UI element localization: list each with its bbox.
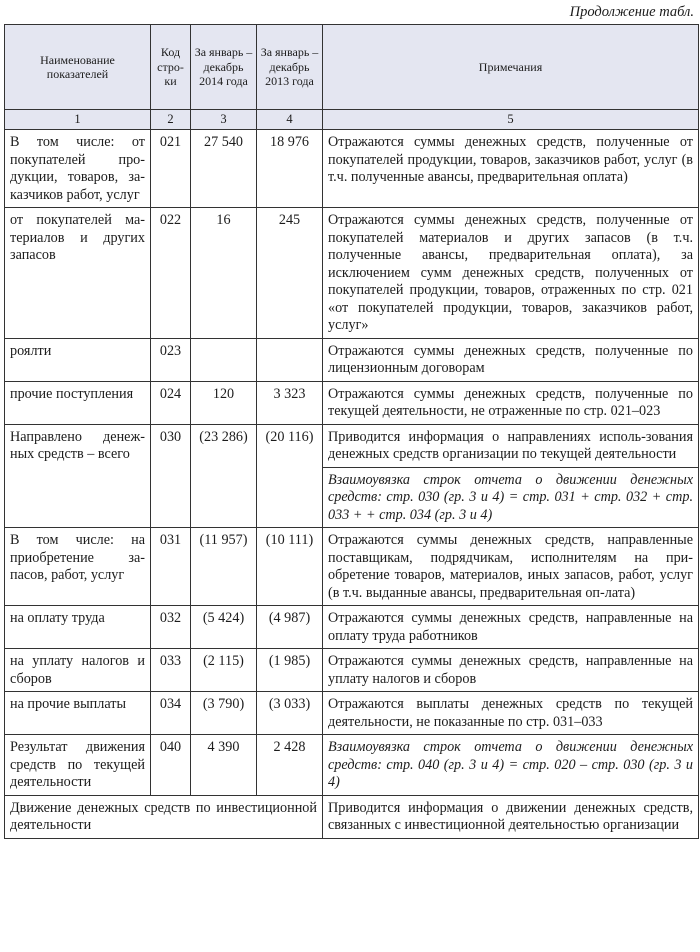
col-number: 3 — [191, 110, 257, 130]
row-value-2013: 18 976 — [257, 130, 323, 208]
row-note: Отражаются суммы денежных средств, полученные от покупателей продукции, товаров, заказчиков работ, услуг (в т.ч. полученные авансы, предварительная оплата) — [323, 130, 699, 208]
row-value-2014: (3 790) — [191, 692, 257, 735]
row-value-2013: 2 428 — [257, 735, 323, 796]
row-value-2014: (2 115) — [191, 649, 257, 692]
row-code: 040 — [151, 735, 191, 796]
row-code: 021 — [151, 130, 191, 208]
row-value-2013: (3 033) — [257, 692, 323, 735]
row-note: Отражаются выплаты денежных средств по текущей деятельности, не показанные по стр. 031–033 — [323, 692, 699, 735]
row-code: 023 — [151, 338, 191, 381]
row-note: Отражаются суммы денежных средств, направленные на оплату труда работников — [323, 606, 699, 649]
header-row — [5, 25, 699, 110]
column-number-row — [5, 110, 699, 130]
row-name: на прочие выплаты — [5, 692, 151, 735]
header-2013: За январь – декабрь 2013 года — [257, 25, 323, 110]
row-value-2014: (5 424) — [191, 606, 257, 649]
table-row — [5, 735, 699, 796]
continuation-note: Продолжение табл. — [569, 4, 694, 20]
row-value-2013: (4 987) — [257, 606, 323, 649]
header-2014: За январь – декабрь 2014 года — [191, 25, 257, 110]
table-row — [5, 424, 699, 467]
row-code: 024 — [151, 381, 191, 424]
row-note: Приводится информация о направлениях исполь-зования денежных средств организации по текущей деятельности — [323, 424, 699, 467]
section-row — [5, 795, 699, 838]
row-name: В том числе: на приобретение за-пасов, работ, услуг — [5, 528, 151, 606]
row-code: 022 — [151, 208, 191, 339]
row-value-2014: 120 — [191, 381, 257, 424]
row-note-crosscheck: Взаимоувязка строк отчета о движении денежных средств: стр. 040 (гр. 3 и 4) = стр. 020 – стр. 030 (гр. 3 и 4) — [323, 735, 699, 796]
table-row — [5, 208, 699, 339]
table-row — [5, 692, 699, 735]
section-note: Приводится информация о движении денежных средств, связанных с инвестиционной деятельностью организации — [323, 795, 699, 838]
col-number: 2 — [151, 110, 191, 130]
section-title: Движение денежных средств по инвестиционной деятельности — [5, 795, 323, 838]
row-note: Отражаются суммы денежных средств, полученные по текущей деятельности, не отраженные по стр. 021–023 — [323, 381, 699, 424]
row-code: 033 — [151, 649, 191, 692]
col-number: 5 — [323, 110, 699, 130]
row-name: В том числе: от покупателей про-дукции, товаров, за-казчиков работ, услуг — [5, 130, 151, 208]
row-code: 032 — [151, 606, 191, 649]
row-value-2014 — [191, 338, 257, 381]
row-name: Направлено денеж-ных средств – всего — [5, 424, 151, 528]
table-row — [5, 606, 699, 649]
row-note: Отражаются суммы денежных средств, направленные на уплату налогов и сборов — [323, 649, 699, 692]
row-value-2014: (23 286) — [191, 424, 257, 528]
row-value-2013: 3 323 — [257, 381, 323, 424]
row-value-2013 — [257, 338, 323, 381]
table-row — [5, 528, 699, 606]
row-name: на уплату налогов и сборов — [5, 649, 151, 692]
col-number: 4 — [257, 110, 323, 130]
row-note: Отражаются суммы денежных средств, полученные от покупателей материалов и других запасов (в т.ч. полученные авансы, предварительная оплата), за исключением сумм денежных средств, полученных от покупателей продукции, товаров, отраженных по стр. 021 «от покупателей продукции, товаров, заказчиков работ, услуг» — [323, 208, 699, 339]
table-row — [5, 649, 699, 692]
col-number: 1 — [5, 110, 151, 130]
row-code: 034 — [151, 692, 191, 735]
row-value-2014: 4 390 — [191, 735, 257, 796]
row-name: роялти — [5, 338, 151, 381]
row-value-2013: (1 985) — [257, 649, 323, 692]
row-name: на оплату труда — [5, 606, 151, 649]
row-note-crosscheck: Взаимоувязка строк отчета о движении денежных средств: стр. 030 (гр. 3 и 4) = стр. 031 + стр. 032 + стр. 033 + + стр. 034 (гр. 3 и 4) — [323, 467, 699, 528]
row-value-2014: 16 — [191, 208, 257, 339]
row-value-2014: (11 957) — [191, 528, 257, 606]
row-code: 031 — [151, 528, 191, 606]
row-name: прочие поступления — [5, 381, 151, 424]
row-note: Отражаются суммы денежных средств, направленные поставщикам, подрядчикам, исполнителям на при-обретение товаров, материалов, иных запасов, работ, услуг (в т.ч. выданные авансы, предварительная оп-лата) — [323, 528, 699, 606]
row-value-2013: (20 116) — [257, 424, 323, 528]
row-name: от покупателей ма-териалов и других запасов — [5, 208, 151, 339]
row-value-2013: (10 111) — [257, 528, 323, 606]
header-name: Наименование показателей — [5, 25, 151, 110]
row-value-2013: 245 — [257, 208, 323, 339]
row-note: Отражаются суммы денежных средств, полученные по лицензионным договорам — [323, 338, 699, 381]
table-row — [5, 130, 699, 208]
header-code: Код стро-ки — [151, 25, 191, 110]
table-row — [5, 381, 699, 424]
row-value-2014: 27 540 — [191, 130, 257, 208]
cash-flow-table — [4, 24, 699, 839]
header-notes: Примечания — [323, 25, 699, 110]
table-row — [5, 338, 699, 381]
row-code: 030 — [151, 424, 191, 528]
row-name: Результат движения средств по текущей деятельности — [5, 735, 151, 796]
